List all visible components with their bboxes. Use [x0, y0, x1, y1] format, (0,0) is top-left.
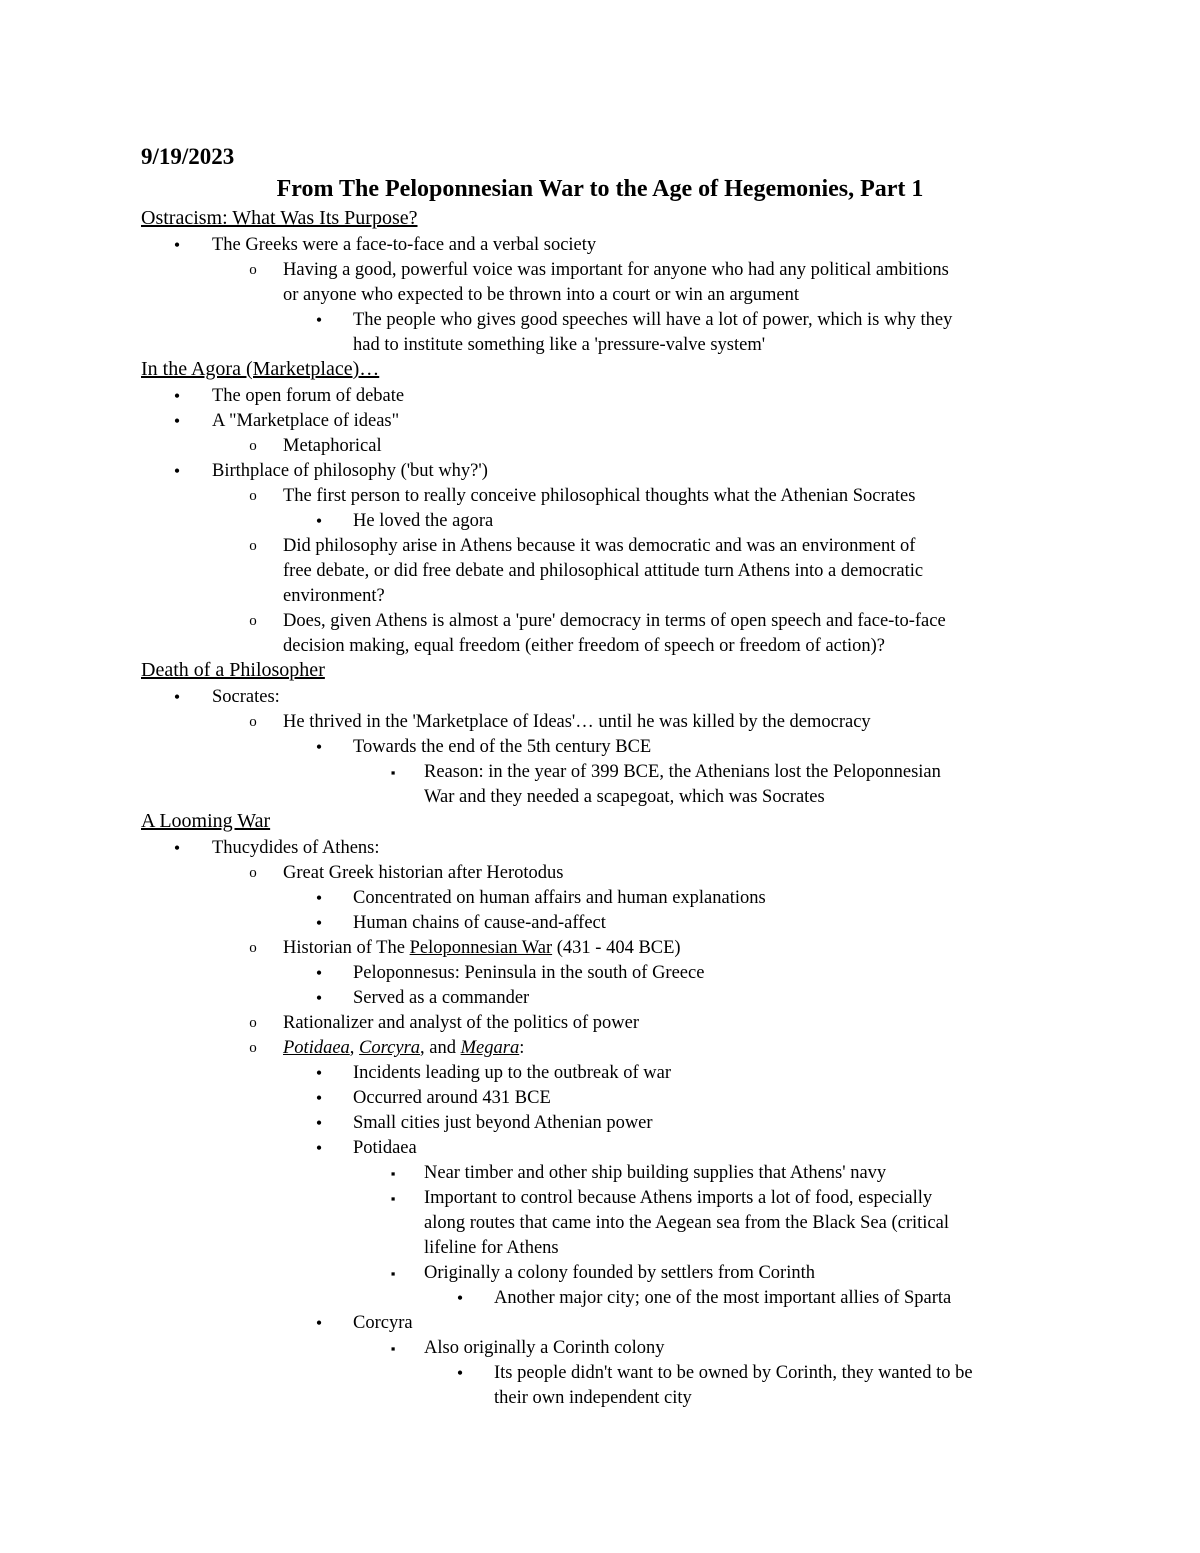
- bullet-disc-icon: •: [173, 838, 181, 858]
- bullet-disc-icon: •: [456, 1363, 464, 1383]
- potidaea-text: Potidaea: [283, 1038, 350, 1058]
- list-item: Near timber and other ship building supplies that Athens' navy: [424, 1163, 887, 1183]
- bullet-square-icon: ▪: [390, 1341, 396, 1356]
- list-item: Concentrated on human affairs and human explanations: [353, 888, 766, 908]
- list-item-continuation: had to institute something like a 'pressure-valve system': [353, 335, 766, 355]
- list-item: Its people didn't want to be owned by Corinth, they wanted to be: [494, 1363, 973, 1383]
- list-item: Birthplace of philosophy ('but why?'): [212, 461, 488, 481]
- bullet-circle-icon: o: [249, 1040, 257, 1056]
- bullet-disc-icon: •: [315, 1063, 323, 1083]
- bullet-circle-icon: o: [249, 1015, 257, 1031]
- list-item: Originally a colony founded by settlers from Corinth: [424, 1263, 815, 1283]
- list-item: The people who gives good speeches will have a lot of power, which is why they: [353, 310, 953, 330]
- list-item: Peloponnesus: Peninsula in the south of Greece: [353, 963, 705, 983]
- list-item: He loved the agora: [353, 511, 494, 531]
- bullet-disc-icon: •: [315, 888, 323, 908]
- bullet-square-icon: ▪: [390, 1191, 396, 1206]
- section-heading-ostracism: Ostracism: What Was Its Purpose?: [141, 207, 418, 229]
- list-item: The first person to really conceive philosophical thoughts what the Athenian Socrates: [283, 486, 916, 506]
- list-item: Thucydides of Athens:: [212, 838, 380, 858]
- bullet-circle-icon: o: [249, 438, 257, 454]
- corcyra-text: Corcyra: [359, 1038, 421, 1058]
- list-item: Towards the end of the 5th century BCE: [353, 737, 652, 757]
- list-item: Also originally a Corinth colony: [424, 1338, 665, 1358]
- megara-text: Megara: [460, 1038, 520, 1058]
- list-item: Potidaea: [353, 1138, 417, 1158]
- bullet-circle-icon: o: [249, 262, 257, 278]
- bullet-circle-icon: o: [249, 865, 257, 881]
- bullet-disc-icon: •: [173, 235, 181, 255]
- list-item: Rationalizer and analyst of the politics of power: [283, 1013, 640, 1033]
- separator-text: ,: [349, 1038, 360, 1058]
- bullet-disc-icon: •: [173, 461, 181, 481]
- list-item-continuation: War and they needed a scapegoat, which was Socrates: [424, 787, 825, 807]
- bullet-disc-icon: •: [315, 1313, 323, 1333]
- bullet-circle-icon: o: [249, 613, 257, 629]
- list-item: [283, 1036, 524, 1061]
- list-item: Did philosophy arise in Athens because it was democratic and was an environment of: [283, 536, 916, 556]
- list-item: Great Greek historian after Herotodus: [283, 863, 564, 883]
- section-heading-agora: In the Agora (Marketplace)…: [141, 358, 380, 380]
- list-item: Served as a commander: [353, 988, 530, 1008]
- bullet-circle-icon: o: [249, 940, 257, 956]
- separator-text: , and: [420, 1038, 461, 1058]
- list-item: A "Marketplace of ideas": [212, 411, 400, 431]
- list-item-continuation: or anyone who expected to be thrown into a court or win an argument: [283, 285, 799, 305]
- list-item: Important to control because Athens imports a lot of food, especially: [424, 1188, 933, 1208]
- section-heading-a-looming-war: A Looming War: [141, 810, 271, 832]
- bullet-square-icon: ▪: [390, 1166, 396, 1181]
- bullet-disc-icon: •: [456, 1288, 464, 1308]
- list-item: Does, given Athens is almost a 'pure' democracy in terms of open speech and face-to-face: [283, 611, 946, 631]
- separator-text: :: [519, 1038, 525, 1058]
- bullet-circle-icon: o: [249, 538, 257, 554]
- bullet-disc-icon: •: [315, 988, 323, 1008]
- list-item: Corcyra: [353, 1313, 413, 1333]
- list-item: Socrates:: [212, 687, 280, 707]
- list-item-continuation: lifeline for Athens: [424, 1238, 559, 1258]
- list-item: Reason: in the year of 399 BCE, the Athenians lost the Peloponnesian: [424, 762, 941, 782]
- bullet-disc-icon: •: [315, 737, 323, 757]
- list-item-continuation: decision making, equal freedom (either freedom of speech or freedom of action)?: [283, 636, 886, 656]
- document-date: 9/19/2023: [141, 144, 235, 169]
- list-item-text: Historian of The: [283, 938, 410, 958]
- bullet-disc-icon: •: [173, 687, 181, 707]
- peloponnesian-war-link-text: Peloponnesian War: [409, 938, 553, 958]
- bullet-disc-icon: •: [315, 913, 323, 933]
- bullet-square-icon: ▪: [390, 1266, 396, 1281]
- list-item: Human chains of cause-and-affect: [353, 913, 606, 933]
- bullet-disc-icon: •: [315, 1138, 323, 1158]
- bullet-circle-icon: o: [249, 714, 257, 730]
- list-item: [283, 936, 681, 961]
- list-item: Small cities just beyond Athenian power: [353, 1113, 653, 1133]
- list-item-continuation: along routes that came into the Aegean sea from the Black Sea (critical: [424, 1213, 949, 1233]
- list-item: Another major city; one of the most important allies of Sparta: [494, 1288, 952, 1308]
- list-item: Incidents leading up to the outbreak of war: [353, 1063, 671, 1083]
- list-item: The Greeks were a face-to-face and a verbal society: [212, 235, 597, 255]
- list-item-continuation: free debate, or did free debate and philosophical attitude turn Athens into a democratic: [283, 561, 924, 581]
- list-item: Metaphorical: [283, 436, 382, 456]
- bullet-disc-icon: •: [315, 1113, 323, 1133]
- bullet-disc-icon: •: [315, 1088, 323, 1108]
- list-item: Having a good, powerful voice was important for anyone who had any political ambitions: [283, 260, 949, 280]
- section-heading-death-of-a-philosopher: Death of a Philosopher: [141, 659, 325, 681]
- list-item-continuation: environment?: [283, 586, 385, 606]
- list-item-continuation: their own independent city: [494, 1388, 692, 1408]
- bullet-disc-icon: •: [315, 511, 323, 531]
- document-title: From The Peloponnesian War to the Age of Hegemonies, Part 1: [276, 176, 924, 202]
- bullet-disc-icon: •: [315, 310, 323, 330]
- bullet-disc-icon: •: [173, 386, 181, 406]
- list-item: The open forum of debate: [212, 386, 405, 406]
- bullet-square-icon: ▪: [390, 765, 396, 780]
- bullet-disc-icon: •: [173, 411, 181, 431]
- list-item: Occurred around 431 BCE: [353, 1088, 551, 1108]
- list-item: He thrived in the 'Marketplace of Ideas'… until he was killed by the democracy: [283, 712, 871, 732]
- bullet-circle-icon: o: [249, 488, 257, 504]
- bullet-disc-icon: •: [315, 963, 323, 983]
- list-item-text: (431 - 404 BCE): [552, 938, 681, 958]
